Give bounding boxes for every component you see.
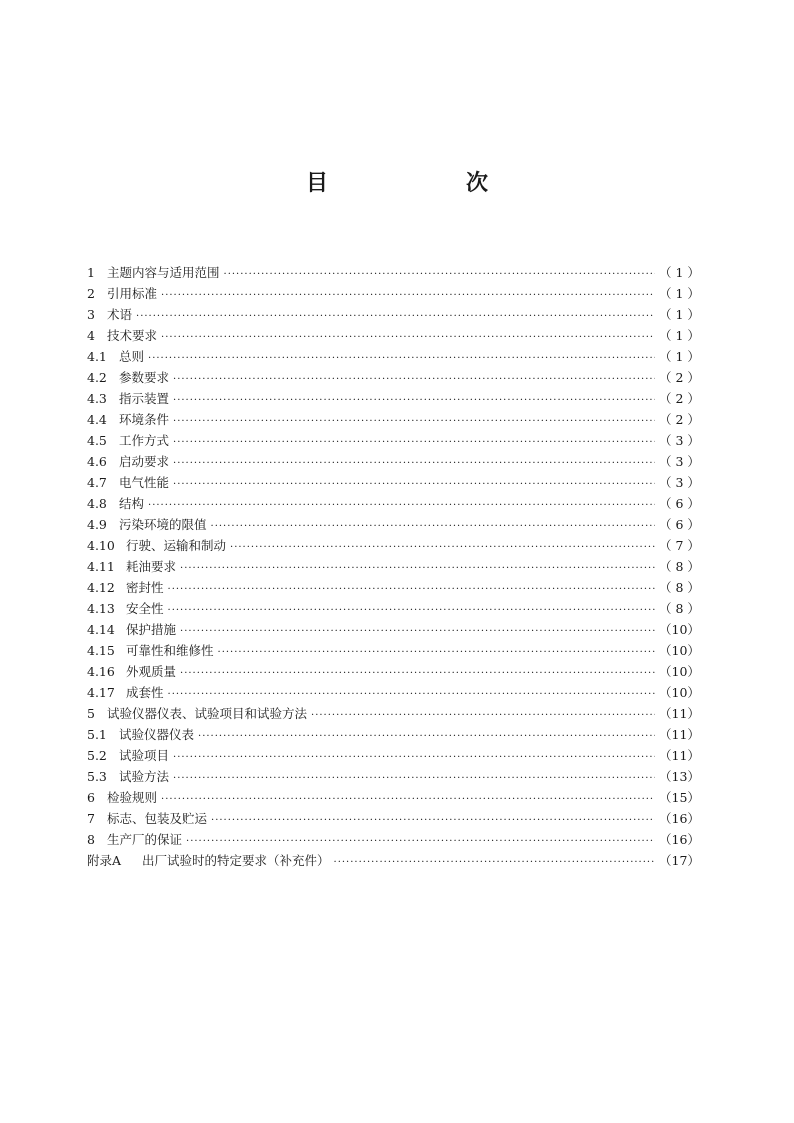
toc-number: 4.7 [87, 475, 107, 490]
toc-number: 4.14 [87, 622, 115, 637]
leader-dots [173, 432, 655, 453]
toc-page: （15） [659, 790, 700, 805]
toc-number: 4.17 [87, 685, 115, 700]
toc-page: （ 1 ） [659, 307, 700, 322]
toc-page: （ 1 ） [659, 286, 700, 301]
toc-label: 密封性 [126, 580, 164, 595]
leader-dots [168, 684, 655, 705]
toc-page: （10） [659, 685, 700, 700]
toc-number: 4.8 [87, 496, 107, 511]
toc-number: 6 [87, 790, 95, 805]
toc-entry[interactable] [87, 808, 699, 829]
toc-page: （ 2 ） [659, 412, 700, 427]
toc-number: 5 [87, 706, 95, 721]
toc-entry[interactable] [87, 829, 699, 850]
toc-number: 4.5 [87, 433, 107, 448]
toc-number: 4.15 [87, 643, 115, 658]
leader-dots [161, 789, 655, 810]
toc-page: （ 3 ） [659, 433, 700, 448]
toc-label: 主题内容与适用范围 [107, 265, 220, 280]
toc-page: （ 6 ） [659, 496, 700, 511]
leader-dots [173, 369, 655, 390]
toc-label: 启动要求 [119, 454, 170, 469]
toc-page: （13） [659, 769, 700, 784]
leader-dots [218, 642, 655, 663]
toc-label: 技术要求 [107, 328, 158, 343]
toc-page: （ 3 ） [659, 475, 700, 490]
toc-label: 引用标准 [107, 286, 158, 301]
toc-number: 3 [87, 307, 95, 322]
toc-entry[interactable] [87, 787, 699, 808]
toc-page: （10） [659, 664, 700, 679]
toc-entry[interactable] [87, 451, 699, 472]
toc-number: 4.11 [87, 559, 115, 574]
toc-entry[interactable] [87, 682, 699, 703]
toc-page: （ 6 ） [659, 517, 700, 532]
leader-dots [186, 831, 655, 852]
leader-dots [173, 474, 655, 495]
toc-label: 参数要求 [119, 370, 170, 385]
toc-page: （ 2 ） [659, 370, 700, 385]
toc-entry[interactable] [87, 619, 699, 640]
toc-number: 7 [87, 811, 95, 826]
toc-label: 保护措施 [126, 622, 177, 637]
toc-entry[interactable] [87, 535, 699, 556]
toc-number: 4.6 [87, 454, 107, 469]
toc-entry[interactable] [87, 409, 699, 430]
toc-page: （ 8 ） [659, 580, 700, 595]
toc-entry[interactable] [87, 430, 699, 451]
toc-entry[interactable] [87, 325, 699, 346]
leader-dots [224, 264, 655, 285]
toc-entry[interactable] [87, 598, 699, 619]
toc-label: 电气性能 [119, 475, 170, 490]
toc-page: （ 1 ） [659, 328, 700, 343]
toc-entry[interactable] [87, 304, 699, 325]
toc-label: 可靠性和维修性 [126, 643, 214, 658]
toc-number: 4.1 [87, 349, 107, 364]
leader-dots [180, 663, 655, 684]
toc-label: 检验规则 [107, 790, 158, 805]
leader-dots [334, 852, 655, 873]
toc-number: 5.2 [87, 748, 107, 763]
toc-label: 试验仪器仪表 [119, 727, 195, 742]
leader-dots [168, 600, 655, 621]
toc-label: 外观质量 [126, 664, 177, 679]
toc-page: （ 8 ） [659, 601, 700, 616]
toc-number: 4.12 [87, 580, 115, 595]
toc-number: 8 [87, 832, 95, 847]
toc-number: 4.16 [87, 664, 115, 679]
toc-label: 出厂试验时的特定要求（补充件） [142, 853, 330, 868]
toc-label: 工作方式 [119, 433, 170, 448]
toc-number: 4.4 [87, 412, 107, 427]
toc-entry[interactable] [87, 577, 699, 598]
toc-label: 指示装置 [119, 391, 170, 406]
toc-label: 总则 [119, 349, 145, 364]
toc-page: （ 1 ） [659, 265, 700, 280]
toc-entry[interactable] [87, 703, 699, 724]
toc-label: 试验项目 [119, 748, 170, 763]
toc-number: 1 [87, 265, 95, 280]
toc-label: 试验仪器仪表、试验项目和试验方法 [107, 706, 308, 721]
toc-page: （ 3 ） [659, 454, 700, 469]
toc-label: 生产厂的保证 [107, 832, 183, 847]
toc-entry[interactable] [87, 724, 699, 745]
page-title: 目 次 [305, 171, 546, 196]
toc-page: （11） [659, 706, 700, 721]
toc-label: 结构 [119, 496, 145, 511]
toc-entry[interactable] [87, 388, 699, 409]
toc-page: （11） [659, 748, 700, 763]
toc-entry[interactable] [87, 556, 699, 577]
leader-dots [230, 537, 655, 558]
toc-label: 术语 [107, 307, 133, 322]
leader-dots [173, 390, 655, 411]
toc-label: 安全性 [126, 601, 164, 616]
toc-page: （17） [659, 853, 700, 868]
toc-number: 2 [87, 286, 95, 301]
toc-number: 4 [87, 328, 95, 343]
toc-page: （ 8 ） [659, 559, 700, 574]
toc-page: （10） [659, 643, 700, 658]
toc-number: 4.10 [87, 538, 115, 553]
toc-number: 4.2 [87, 370, 107, 385]
leader-dots [173, 747, 655, 768]
toc-label: 行驶、运输和制动 [126, 538, 227, 553]
leader-dots [211, 810, 655, 831]
leader-dots [161, 327, 655, 348]
toc-number: 5.3 [87, 769, 107, 784]
leader-dots [173, 768, 655, 789]
toc-label: 污染环境的限值 [119, 517, 207, 532]
toc-number: 附录A [87, 853, 122, 868]
toc-number: 4.13 [87, 601, 115, 616]
toc-entry[interactable] [87, 640, 699, 661]
leader-dots [311, 705, 655, 726]
toc-number: 4.3 [87, 391, 107, 406]
leader-dots [161, 285, 655, 306]
toc-label: 试验方法 [119, 769, 170, 784]
toc-label: 耗油要求 [126, 559, 177, 574]
leader-dots [148, 495, 655, 516]
toc-number: 5.1 [87, 727, 107, 742]
toc-entry[interactable] [87, 367, 699, 388]
toc-entry[interactable] [87, 262, 699, 283]
table-of-contents [87, 262, 699, 871]
leader-dots [136, 306, 655, 327]
toc-label: 环境条件 [119, 412, 170, 427]
toc-page: （16） [659, 811, 700, 826]
toc-entry[interactable] [87, 661, 699, 682]
toc-entry[interactable] [87, 346, 699, 367]
toc-entry[interactable] [87, 472, 699, 493]
leader-dots [173, 411, 655, 432]
leader-dots [173, 453, 655, 474]
leader-dots [180, 621, 655, 642]
toc-entry[interactable] [87, 493, 699, 514]
toc-page: （ 2 ） [659, 391, 700, 406]
toc-page: （16） [659, 832, 700, 847]
toc-page: （ 7 ） [659, 538, 700, 553]
leader-dots [148, 348, 655, 369]
toc-entry[interactable] [87, 745, 699, 766]
leader-dots [198, 726, 655, 747]
toc-page: （ 1 ） [659, 349, 700, 364]
leader-dots [168, 579, 655, 600]
toc-label: 成套性 [126, 685, 164, 700]
toc-page: （11） [659, 727, 700, 742]
toc-label: 标志、包装及贮运 [107, 811, 208, 826]
toc-entry[interactable] [87, 850, 699, 871]
toc-entry[interactable] [87, 283, 699, 304]
leader-dots [180, 558, 655, 579]
toc-number: 4.9 [87, 517, 107, 532]
toc-entry[interactable] [87, 766, 699, 787]
toc-entry[interactable] [87, 514, 699, 535]
leader-dots [211, 516, 655, 537]
toc-page: （10） [659, 622, 700, 637]
